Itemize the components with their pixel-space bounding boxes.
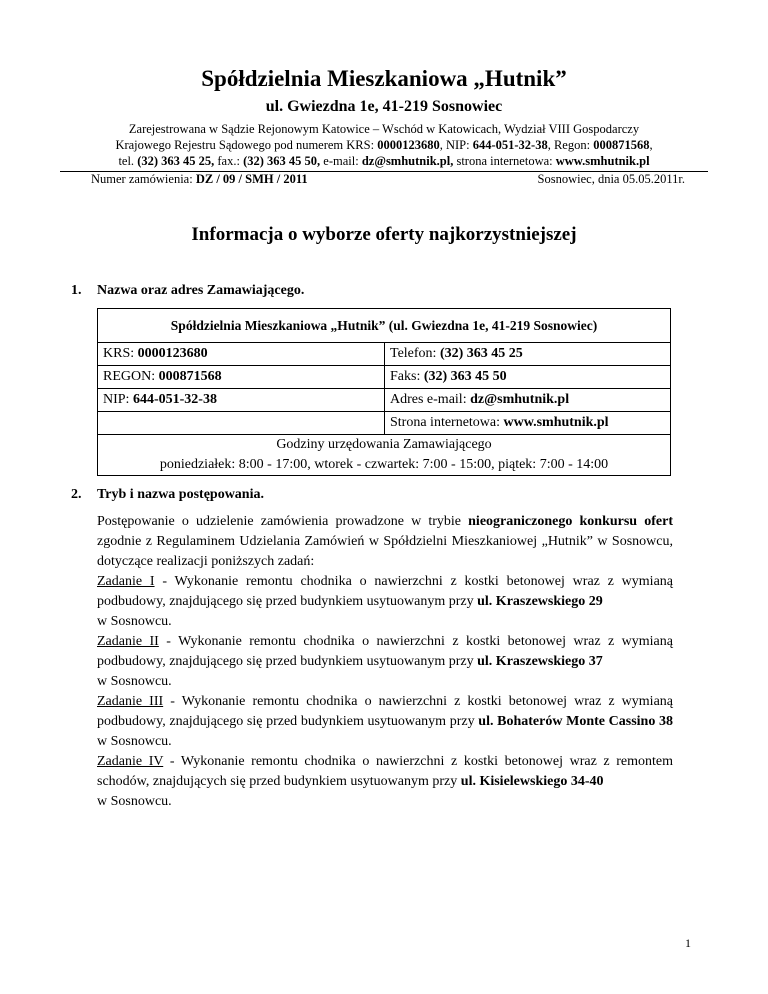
task-tail: w Sosnowcu. bbox=[97, 794, 172, 809]
email-cell-label: Adres e-mail: bbox=[390, 392, 471, 407]
phone-cell-value: (32) 363 45 25 bbox=[439, 346, 523, 361]
order-value: DZ / 09 / SMH / 2011 bbox=[195, 172, 308, 186]
regon-value: 000871568 bbox=[593, 138, 650, 152]
office-hours-text: poniedziałek: 8:00 - 17:00, wtorek - czwartek: 7:00 - 15:00, piątek: 7:00 - 14:00 bbox=[159, 457, 609, 472]
krs-cell-value: 0000123680 bbox=[137, 346, 208, 361]
section-1-heading bbox=[71, 283, 304, 299]
registration-line-3 bbox=[60, 153, 708, 169]
regon-cell-label: REGON: bbox=[103, 369, 159, 384]
nip-cell bbox=[98, 389, 385, 412]
krs-cell bbox=[98, 343, 385, 366]
registration-info bbox=[60, 121, 708, 169]
task-label: Zadanie II bbox=[97, 634, 159, 649]
procedure-intro bbox=[97, 512, 673, 572]
regon-cell bbox=[98, 366, 385, 389]
nip-cell-value: 644-051-32-38 bbox=[132, 392, 217, 407]
fax-label: fax.: bbox=[214, 154, 244, 168]
www-label: strona internetowa: bbox=[453, 154, 556, 168]
www-link[interactable]: www.smhutnik.pl bbox=[555, 154, 650, 168]
fax-cell-value: (32) 363 45 50 bbox=[423, 369, 507, 384]
tel-label: tel. bbox=[118, 154, 138, 168]
task-item bbox=[97, 692, 673, 752]
task-tail: w Sosnowcu. bbox=[97, 674, 172, 689]
document-date: Sosnowiec, dnia 05.05.2011r. bbox=[537, 172, 685, 186]
regon-label: , Regon: bbox=[547, 138, 594, 152]
nip-cell-label: NIP: bbox=[103, 392, 133, 407]
registration-line-2: Krajowego Rejestru Sądowego pod numerem KRS: 0000123680, NIP: 644-051-32-38, Regon: 000871568, bbox=[115, 138, 653, 152]
intro-text-b: zgodnie z Regulaminem Udzielania Zamówień w Spółdzielni Mieszkaniowej „Hutnik” w Sosnowcu, dotyczące realizacji poniższych zadań: bbox=[97, 534, 673, 569]
contact-table-header: Spółdzielnia Mieszkaniowa „Hutnik” (ul. Gwiezdna 1e, 41-219 Sosnowiec) bbox=[98, 309, 671, 343]
office-hours-cell bbox=[98, 435, 671, 476]
task-item bbox=[97, 632, 673, 692]
intro-text-a: Postępowanie o udzielenie zamówienia prowadzone w trybie bbox=[97, 514, 469, 529]
task-street: ul. Kraszewskiego 37 bbox=[477, 654, 603, 669]
phone-cell-label: Telefon: bbox=[390, 346, 440, 361]
contact-table bbox=[97, 308, 671, 476]
task-text: - Wykonanie remontu chodnika o nawierzchni z kostki betonowej wraz z wymianą podbudowy, znajdującego się przed budynkiem usytuowanym przy bbox=[97, 574, 673, 609]
email-cell bbox=[385, 389, 671, 412]
task-tail: w Sosnowcu. bbox=[97, 734, 172, 749]
krs-cell-label: KRS: bbox=[103, 346, 138, 361]
company-title: Spółdzielnia Mieszkaniowa „Hutnik” bbox=[201, 66, 567, 91]
intro-bold: nieograniczonego konkursu ofert bbox=[468, 514, 673, 529]
document-title: Informacja o wyborze oferty najkorzystniejszej bbox=[191, 224, 577, 245]
krs-value: 0000123680 bbox=[377, 138, 440, 152]
fax-cell-label: Faks: bbox=[390, 369, 424, 384]
task-text: - Wykonanie remontu chodnika o nawierzchni z kostki betonowej wraz z wymianą podbudowy, znajdującego się przed budynkiem usytuowanym przy bbox=[97, 634, 673, 669]
task-street: ul. Kraszewskiego 29 bbox=[477, 594, 603, 609]
email-link[interactable]: dz@smhutnik.pl, bbox=[361, 154, 454, 168]
company-address: ul. Gwiezdna 1e, 41-219 Sosnowiec bbox=[265, 98, 503, 115]
email-cell-value[interactable]: dz@smhutnik.pl bbox=[470, 392, 570, 407]
regon-cell-value: 000871568 bbox=[158, 369, 222, 384]
registration-line-1: Zarejestrowana w Sądzie Rejonowym Katowice – Wschód w Katowicach, Wydział VIII Gospodarczy bbox=[128, 122, 640, 136]
fax-value: (32) 363 45 50, bbox=[243, 154, 321, 168]
task-text: - Wykonanie remontu chodnika o nawierzchni z kostki betonowej wraz z remontem schodów, znajdujących się przed budynkiem usytuowanym przy bbox=[97, 754, 673, 789]
task-street: ul. Bohaterów Monte Cassino 38 bbox=[478, 714, 673, 729]
task-item bbox=[97, 752, 673, 812]
section-1-title: Nazwa oraz adres Zamawiającego. bbox=[97, 283, 305, 298]
www-cell-value[interactable]: www.smhutnik.pl bbox=[503, 415, 609, 430]
order-number bbox=[91, 172, 308, 187]
www-cell-label: Strona internetowa: bbox=[390, 415, 504, 430]
section-1-number: 1. bbox=[71, 283, 82, 298]
www-cell bbox=[385, 412, 671, 435]
task-tail: w Sosnowcu. bbox=[97, 614, 172, 629]
krs-label: Krajowego Rejestru Sądowego pod numerem KRS: bbox=[115, 138, 378, 152]
email-label: e-mail: bbox=[320, 154, 362, 168]
fax-cell bbox=[385, 366, 671, 389]
task-street: ul. Kisielewskiego 34-40 bbox=[460, 774, 604, 789]
tel-value: (32) 363 45 25, bbox=[137, 154, 215, 168]
section-2-heading bbox=[71, 487, 264, 503]
order-label: Numer zamówienia: bbox=[91, 172, 196, 186]
task-item bbox=[97, 572, 673, 632]
task-text: - Wykonanie remontu chodnika o nawierzchni z kostki betonowej wraz z wymianą podbudowy, znajdującego się przed budynkiem usytuowanym przy bbox=[97, 694, 673, 729]
phone-cell bbox=[385, 343, 671, 366]
task-label: Zadanie I bbox=[97, 574, 155, 589]
nip-label: , NIP: bbox=[439, 138, 473, 152]
page-number: 1 bbox=[685, 936, 691, 950]
section-2-title: Tryb i nazwa postępowania. bbox=[97, 487, 264, 502]
nip-value: 644-051-32-38 bbox=[472, 138, 548, 152]
office-hours-title: Godziny urzędowania Zamawiającego bbox=[276, 437, 492, 452]
section-2-number: 2. bbox=[71, 487, 82, 502]
task-label: Zadanie IV bbox=[97, 754, 164, 769]
task-label: Zadanie III bbox=[97, 694, 164, 709]
empty-cell bbox=[98, 412, 385, 435]
